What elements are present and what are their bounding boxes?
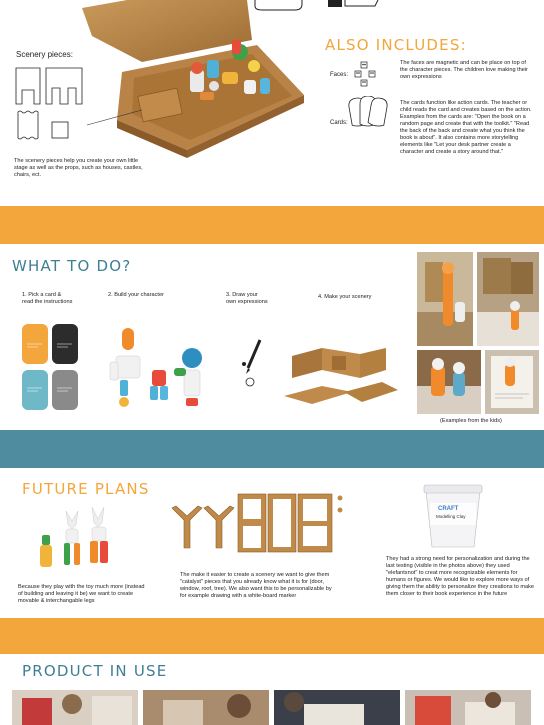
what-to-do-title: WHAT TO DO? [12,257,132,275]
cards-description: The cards function like action cards. The teacher or child reads the card and creates based on the action. Examples from the cards are: "Open the book on a random page and create that with the toolkit." "Read the back of the back and create what you think the book is about". It also contains more storytelling elements like "Let your desk partner create a character and create a story around that." [400,100,532,155]
teal-divider-band [0,430,544,468]
action-cards-image [20,322,82,412]
example-photo-4 [485,350,539,414]
orange-divider-band [0,206,544,244]
example-photo-1 [417,252,473,346]
in-use-photo-4 [405,690,531,725]
faces-label: Faces: [330,72,349,78]
scenery-title: Scenery pieces: [16,50,73,59]
character-pieces-image [106,322,210,414]
examples-caption: (Examples from the kids) [440,418,502,424]
clay-brand-label: CRAFT [438,506,459,512]
catalyst-pieces-image [170,490,346,554]
clay-description: They had a strong need for personalization and during the last testing (visible in the photos above) they used "elefantsnot" to creat more recognizable elements for humans or figures. We would like to explore more ways of giving them the ability to personalize they creations to make them closer to their book experience in the future [386,556,535,597]
legs-description: Because they play with the toy much more (instead of building and leaving it be) we want to create movable & interchangable legs [18,584,145,604]
faces-icon [352,61,382,89]
step-4-label: 4. Make your scenery [318,294,372,300]
step-1-label: 1. Pick a card & read the instructions [22,292,73,305]
marker-drawing-image [238,338,268,390]
step-3-label: 3. Draw your own expressions [226,292,268,305]
orange-divider-band-2 [0,618,544,654]
scenery-build-image [282,340,400,408]
in-use-photo-3 [274,690,400,725]
top-outline-sketch [250,0,380,14]
step-2-label: 2. Build your character [108,292,164,298]
in-use-photo-2 [143,690,269,725]
catalyst-description: The make it easier to create a scenery we want to give them "catalyst" pieces that you already know what it is for (door, window, roof, tree). We also want this to be personalizable by for example drawing with a white-board marker [180,572,332,599]
clay-product-label: Modelling Clay [436,514,466,519]
faces-description: The faces are magnetic and can be place on top of the character pieces. The children love making their own expressions [400,60,528,80]
example-photo-2 [477,252,539,346]
also-includes-title: ALSO INCLUDES: [325,36,467,54]
cards-label: Cards: [330,120,348,126]
product-in-use-title: PRODUCT IN USE [22,662,168,680]
cards-icon [346,96,392,130]
scenery-description: The scenery pieces help you create your own little stage as well as the props, such as houses, castles, chairs, ect. [14,158,143,178]
scenery-pieces-sketch [14,66,86,142]
example-photo-3 [417,350,481,414]
in-use-photo-1 [12,690,138,725]
movable-legs-image [36,505,126,575]
toolkit-box-image [82,0,307,158]
future-plans-title: FUTURE PLANS [22,480,150,498]
